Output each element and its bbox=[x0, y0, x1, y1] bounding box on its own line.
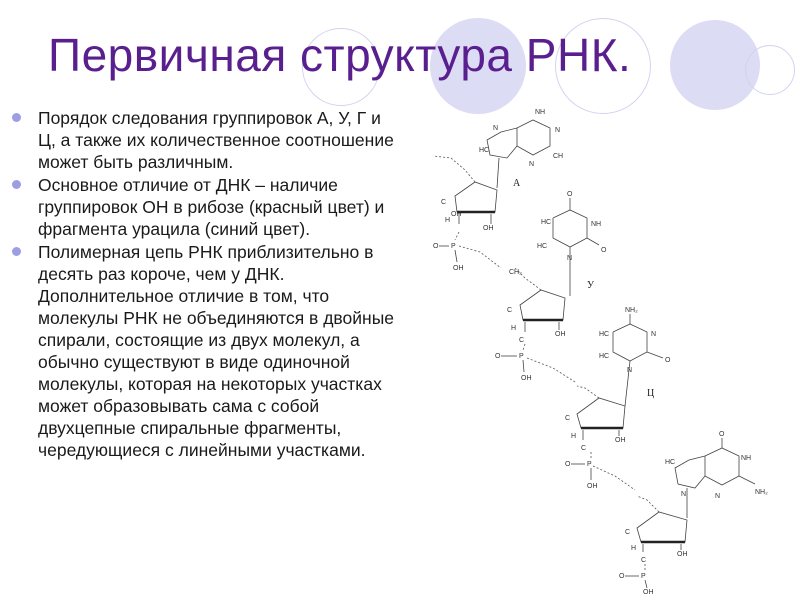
base-label-u: У bbox=[587, 280, 595, 291]
atom-label: O bbox=[601, 247, 607, 254]
atom-label: OH bbox=[451, 211, 462, 218]
atom-label: N bbox=[529, 161, 535, 168]
atom-label: HC bbox=[479, 147, 490, 154]
atom-label: NH₂ bbox=[625, 307, 638, 314]
atom-label: CH₂ bbox=[509, 269, 522, 276]
atom-label: HC bbox=[537, 243, 548, 250]
atom-label: NH₂ bbox=[755, 489, 768, 496]
atom-label: C bbox=[625, 529, 631, 536]
atom-label: P bbox=[587, 461, 592, 468]
atom-label: OH bbox=[587, 483, 598, 490]
decorative-circle bbox=[745, 45, 795, 95]
atom-label: NH bbox=[741, 455, 752, 462]
atom-label: P bbox=[519, 353, 524, 360]
bullet-text: Полимерная цепь РНК приблизительно в десять раз короче, чем у ДНК. Дополнительное отличие в том, что молекулы РНК не объединяются в двойные спирали, состоящие из двух молекул, а обычно существуют в виде одиночной молекулы, которая на некоторых участках может образовывать сама с собой двухцепные спиральные фрагменты, чередующиеся с линейными участками. bbox=[38, 242, 395, 460]
atom-label: OH bbox=[521, 375, 532, 382]
atom-label: N bbox=[567, 255, 573, 262]
atom-label: P bbox=[451, 243, 456, 250]
atom-label: HC bbox=[541, 219, 552, 226]
atom-label: OH bbox=[677, 551, 688, 558]
atom-label: N bbox=[715, 493, 721, 500]
atom-label: OH bbox=[483, 225, 494, 232]
atom-label: H bbox=[445, 217, 451, 224]
uracil-unit bbox=[495, 191, 610, 382]
atom-label: C bbox=[519, 337, 525, 344]
bullet-item bbox=[12, 107, 397, 173]
bullet-icon bbox=[12, 180, 21, 189]
atom-label: O bbox=[433, 243, 439, 250]
atom-label: NH bbox=[535, 109, 546, 116]
atom-label: N bbox=[627, 367, 633, 374]
bullet-text: Порядок следования группировок А, У, Г и Ц, а также их количественное соотношение может быть различным. bbox=[38, 108, 394, 172]
atom-label: NH bbox=[591, 221, 602, 228]
atom-label: P bbox=[641, 573, 646, 580]
bullet-item bbox=[12, 241, 397, 461]
atom-label: O bbox=[567, 191, 573, 198]
atom-label: C bbox=[581, 445, 587, 452]
cytosine-unit bbox=[565, 307, 671, 490]
atom-label: N bbox=[555, 127, 561, 134]
atom-label: HC bbox=[599, 353, 610, 360]
atom-label: HC bbox=[599, 331, 610, 338]
atom-label: HC bbox=[665, 459, 676, 466]
atom-label: N bbox=[651, 331, 657, 338]
atom-label: C bbox=[565, 415, 571, 422]
atom-label: O bbox=[495, 353, 501, 360]
rna-structure-diagram bbox=[425, 100, 790, 595]
bullet-icon bbox=[12, 247, 21, 256]
atom-label: OH bbox=[643, 589, 654, 595]
atom-label: H bbox=[571, 433, 577, 440]
atom-label: C bbox=[641, 557, 647, 564]
atom-label: C bbox=[507, 307, 513, 314]
atom-label: H bbox=[631, 545, 637, 552]
atom-label: OH bbox=[453, 265, 464, 272]
guanine-unit bbox=[619, 431, 768, 595]
bullet-list bbox=[12, 107, 397, 462]
base-label-a: А bbox=[513, 178, 521, 189]
atom-label: O bbox=[619, 573, 625, 580]
slide-title: Первичная структура РНК. bbox=[48, 29, 632, 81]
atom-label: O bbox=[665, 357, 671, 364]
atom-label: OH bbox=[615, 437, 626, 444]
base-label-c: Ц bbox=[647, 388, 655, 399]
bullet-text: Основное отличие от ДНК – наличие группировок ОН в рибозе (красный цвет) и фрагмента урацила (синий цвет). bbox=[38, 175, 385, 239]
atom-label: N bbox=[493, 125, 499, 132]
atom-label: N bbox=[681, 491, 687, 498]
atom-label: CH bbox=[553, 153, 564, 160]
atom-label: O bbox=[565, 461, 571, 468]
atom-label: C bbox=[441, 199, 447, 206]
atom-label: H bbox=[511, 325, 517, 332]
bullet-item bbox=[12, 174, 397, 240]
atom-label: O bbox=[719, 431, 725, 438]
bullet-icon bbox=[12, 113, 21, 122]
atom-label: OH bbox=[555, 331, 566, 338]
